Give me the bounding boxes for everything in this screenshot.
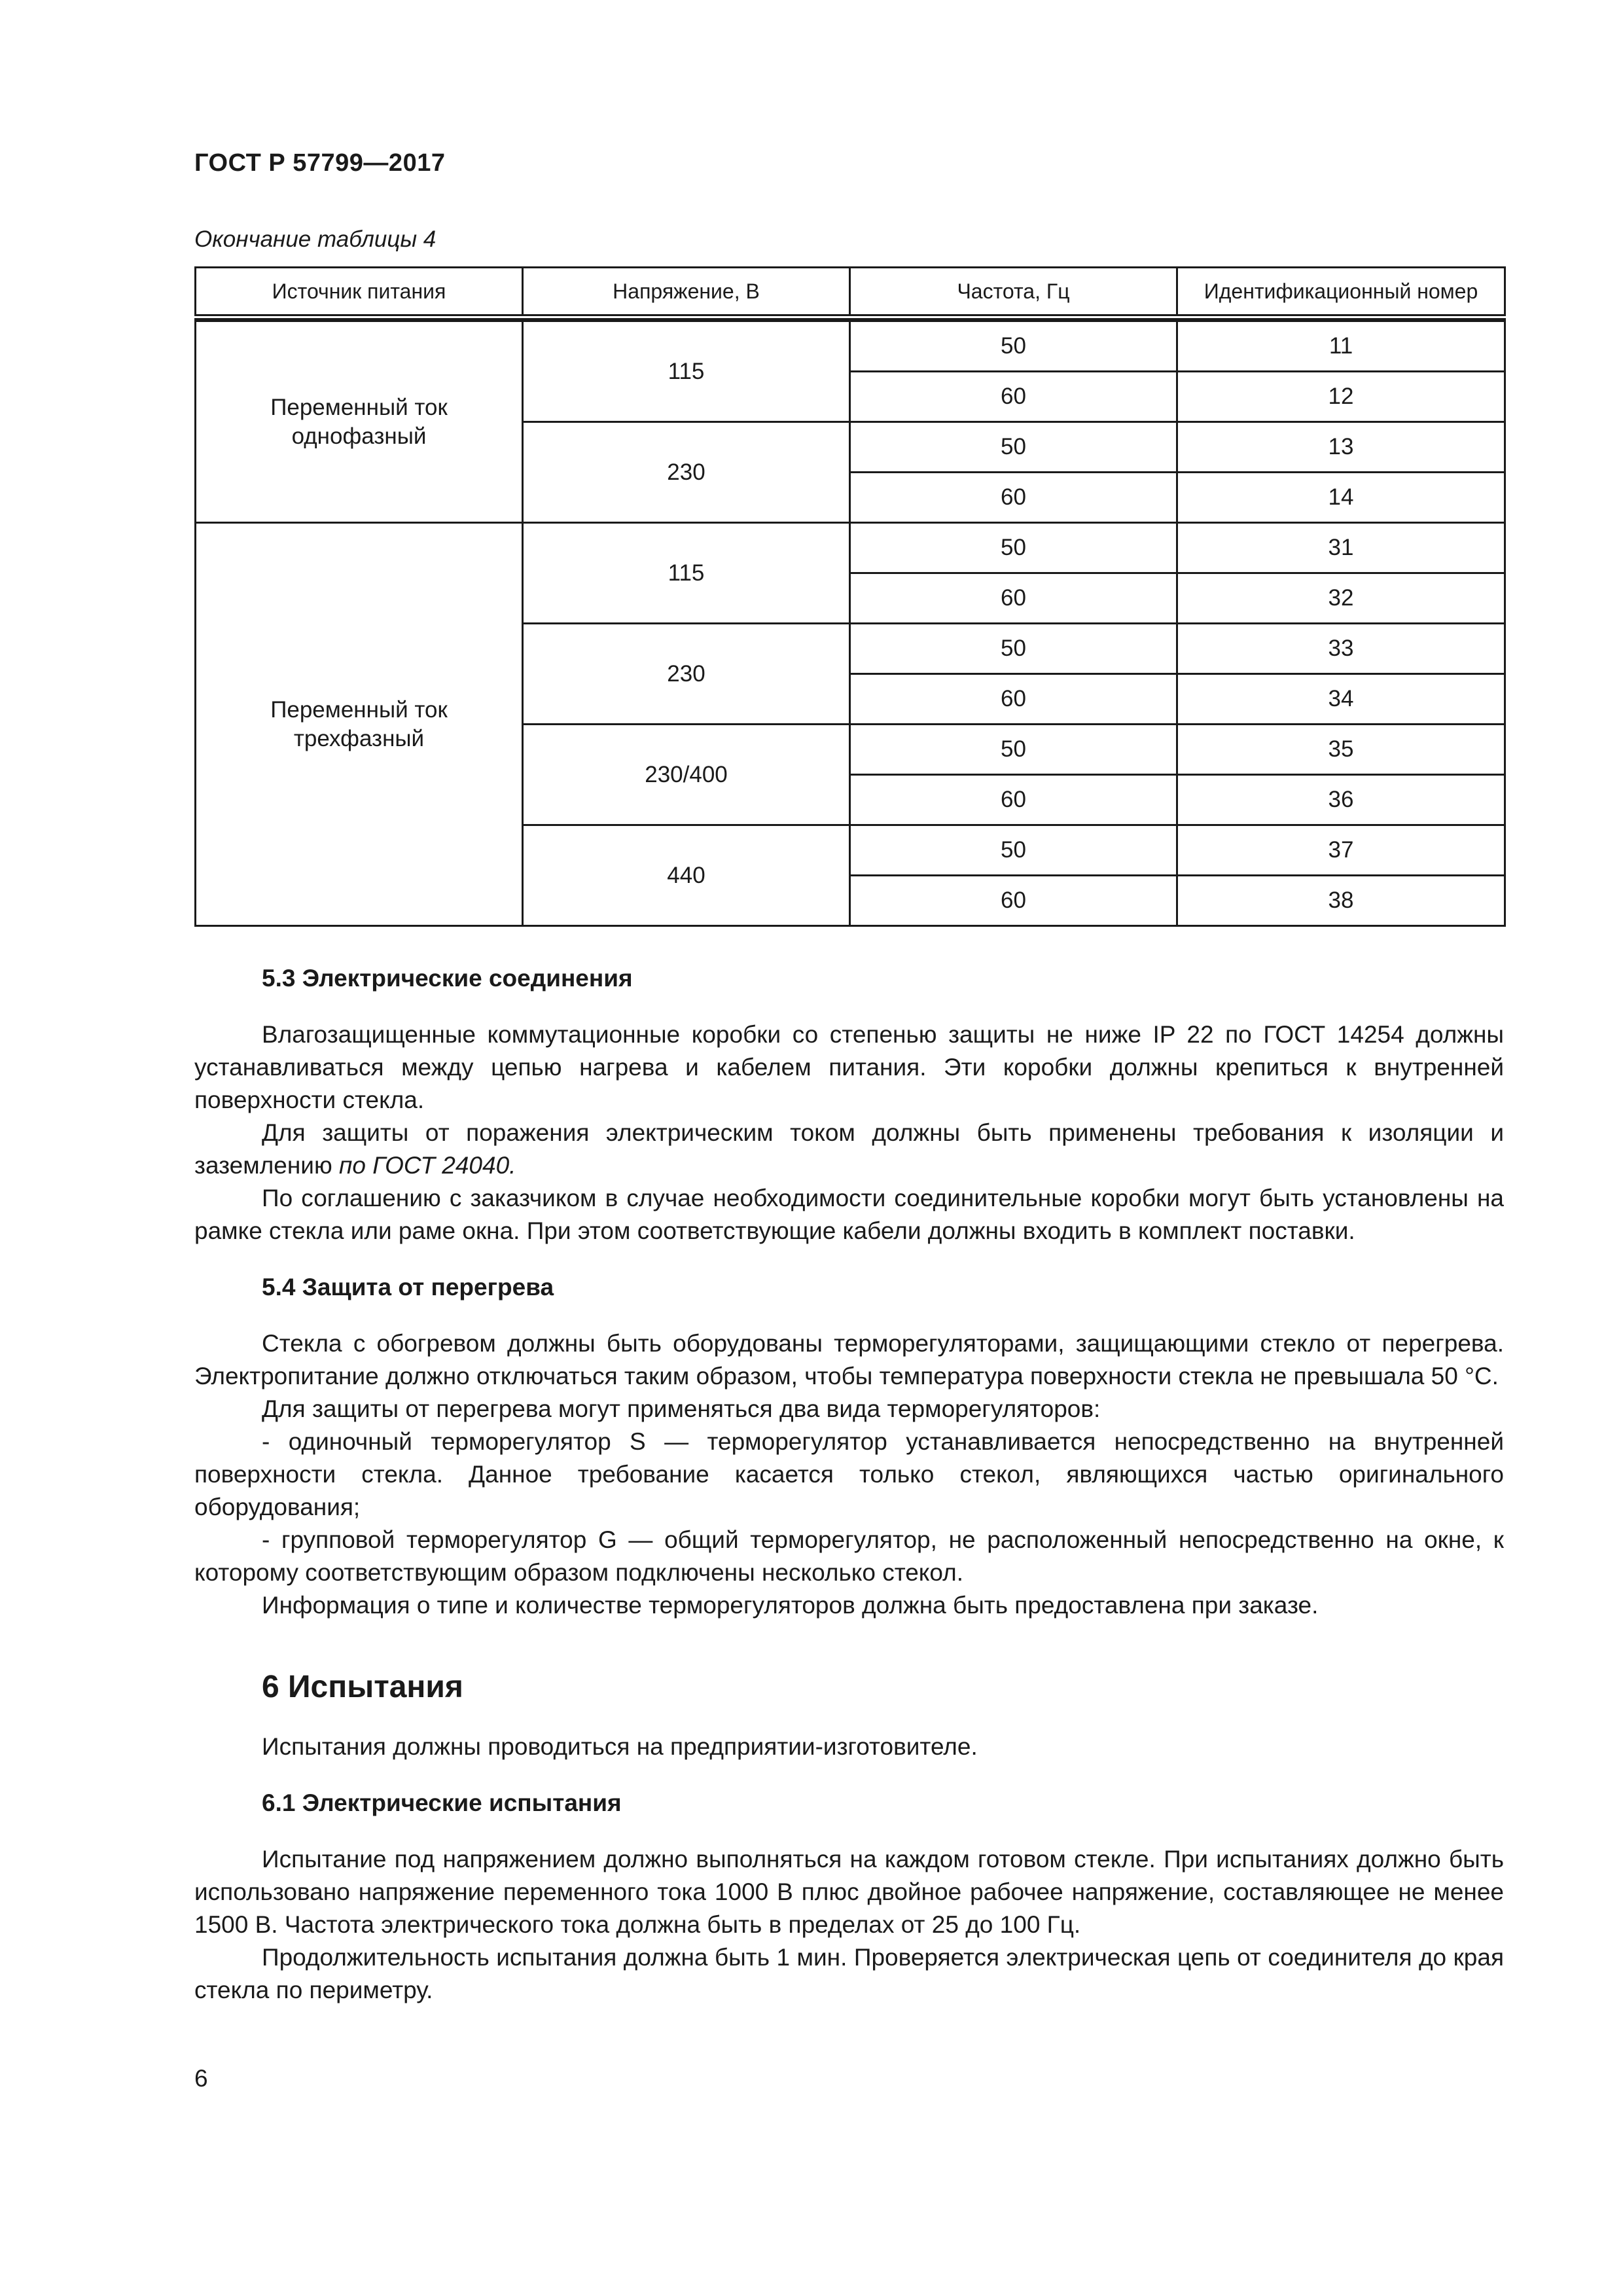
paragraph: Испытание под напряжением должно выполняться на каждом готовом стекле. При испытаниях должно быть использовано напряжение переменного тока 1000 В плюс двойное рабочее напряжение, составляющее не менее 1500 В. Частота электрического тока должна быть в пределах от 25 до 100 Гц. xyxy=(194,1846,1504,1938)
paragraph: Информация о типе и количестве терморегуляторов должна быть предоставлена при заказе. xyxy=(262,1592,1319,1619)
id-number-cell: 36 xyxy=(1177,775,1505,825)
column-header: Источник питания xyxy=(196,268,523,317)
frequency-cell: 60 xyxy=(850,674,1177,725)
voltage-cell: 230 xyxy=(523,624,850,725)
table-row xyxy=(196,523,1505,573)
frequency-cell: 60 xyxy=(850,372,1177,422)
frequency-cell: 60 xyxy=(850,775,1177,825)
power-source-line: однофазный xyxy=(291,423,427,449)
frequency-cell: 60 xyxy=(850,876,1177,926)
power-source-cell xyxy=(196,321,523,523)
frequency-cell: 50 xyxy=(850,523,1177,573)
power-source-line: Переменный ток xyxy=(270,394,448,420)
id-number-cell: 34 xyxy=(1177,674,1505,725)
id-number-cell: 12 xyxy=(1177,372,1505,422)
id-number-cell: 35 xyxy=(1177,725,1505,775)
voltage-cell: 115 xyxy=(523,523,850,624)
frequency-cell: 60 xyxy=(850,473,1177,523)
table-4 xyxy=(194,266,1506,927)
id-number-cell: 11 xyxy=(1177,321,1505,372)
frequency-cell: 60 xyxy=(850,573,1177,624)
power-source-line: трехфазный xyxy=(293,725,425,751)
id-number-cell: 32 xyxy=(1177,573,1505,624)
frequency-cell: 50 xyxy=(850,422,1177,473)
frequency-cell: 50 xyxy=(850,321,1177,372)
id-number-cell: 38 xyxy=(1177,876,1505,926)
section-heading-5-3: 5.3 Электрические соединения xyxy=(262,965,633,992)
frequency-cell: 50 xyxy=(850,624,1177,674)
voltage-cell: 115 xyxy=(523,321,850,422)
column-header: Идентификационный номер xyxy=(1177,268,1505,317)
paragraph: Влагозащищенные коммутационные коробки со степенью защиты не ниже IP 22 по ГОСТ 14254 должны устанавливаться между цепью нагрева и кабелем питания. Эти коробки должны крепиться к внутренней поверхности стекла. xyxy=(194,1021,1504,1113)
body-text xyxy=(0,962,1623,2007)
section-heading-5-4: 5.4 Защита от перегрева xyxy=(262,1274,554,1300)
voltage-cell: 440 xyxy=(523,825,850,926)
paragraph: Для защиты от перегрева могут применяться два вида терморегуляторов: xyxy=(262,1395,1101,1422)
frequency-cell: 50 xyxy=(850,825,1177,876)
table-caption: Окончание таблицы 4 xyxy=(194,226,437,252)
paragraph: По соглашению с заказчиком в случае необходимости соединительные коробки могут быть установлены на рамке стекла или раме окна. При этом соответствующие кабели должны входить в комплект поставки. xyxy=(194,1185,1504,1244)
id-number-cell: 37 xyxy=(1177,825,1505,876)
paragraph xyxy=(194,1117,1504,1182)
paragraph: Испытания должны проводиться на предприятии-изготовителе. xyxy=(262,1733,978,1760)
paragraph-text: Для защиты от поражения электрическим током должны быть применены требования к изоляции и заземлению xyxy=(194,1119,1504,1179)
document-id: ГОСТ Р 57799—2017 xyxy=(194,149,446,177)
power-source-line: Переменный ток xyxy=(270,696,448,723)
list-item: - групповой терморегулятор G — общий терморегулятор, не расположенный непосредственно на окне, к которому соответствующим образом подключены несколько стекол. xyxy=(194,1526,1504,1586)
id-number-cell: 14 xyxy=(1177,473,1505,523)
standard-reference: по ГОСТ 24040. xyxy=(339,1152,516,1179)
voltage-cell: 230/400 xyxy=(523,725,850,825)
column-header: Напряжение, В xyxy=(523,268,850,317)
paragraph: Продолжительность испытания должна быть 1 мин. Проверяется электрическая цепь от соединителя до края стекла по периметру. xyxy=(194,1944,1504,2003)
id-number-cell: 31 xyxy=(1177,523,1505,573)
power-source-cell xyxy=(196,523,523,926)
table-header-row xyxy=(196,268,1505,317)
page-number: 6 xyxy=(194,2065,208,2092)
section-heading-6: 6 Испытания xyxy=(262,1670,463,1704)
id-number-cell: 13 xyxy=(1177,422,1505,473)
table-row xyxy=(196,321,1505,372)
section-heading-6-1: 6.1 Электрические испытания xyxy=(262,1789,622,1816)
column-header: Частота, Гц xyxy=(850,268,1177,317)
paragraph: Стекла с обогревом должны быть оборудованы терморегуляторами, защищающими стекло от перегрева. Электропитание должно отключаться таким образом, чтобы температура поверхности стекла не превышала 50 °С. xyxy=(194,1330,1504,1390)
voltage-cell: 230 xyxy=(523,422,850,523)
frequency-cell: 50 xyxy=(850,725,1177,775)
id-number-cell: 33 xyxy=(1177,624,1505,674)
list-item: - одиночный терморегулятор S — терморегулятор устанавливается непосредственно на внутренней поверхности стекла. Данное требование касается только стекол, являющихся частью оригинального оборудования; xyxy=(194,1428,1504,1520)
